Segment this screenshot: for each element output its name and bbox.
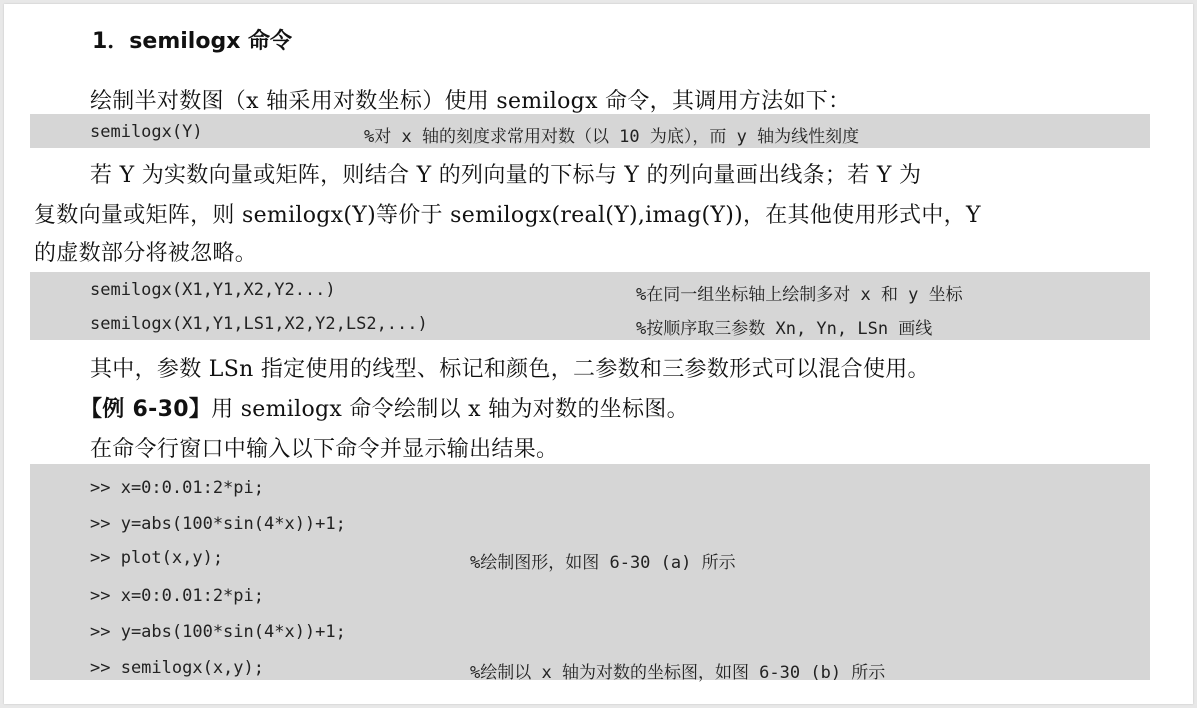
example-tag: 【例 6-30】 bbox=[80, 397, 212, 422]
paragraph-line: 其中，参数 LSn 指定使用的线型、标记和颜色，二参数和三参数形式可以混合使用。 bbox=[90, 357, 930, 382]
command-line: >> plot(x,y); bbox=[90, 548, 224, 568]
command-line: >> y=abs(100*sin(4*x))+1; bbox=[90, 622, 346, 642]
intro-paragraph: 绘制半对数图（x 轴采用对数坐标）使用 semilogx 命令，其调用方法如下： bbox=[90, 89, 851, 114]
example-text: 用 semilogx 命令绘制以 x 轴为对数的坐标图。 bbox=[211, 397, 689, 422]
syntax-comment: %按顺序取三参数 Xn, Yn, LSn 画线 bbox=[636, 319, 933, 339]
command-line: >> x=0:0.01:2*pi; bbox=[90, 586, 264, 606]
section-heading: 1．semilogx 命令 bbox=[92, 29, 293, 54]
command-line: >> semilogx(x,y); bbox=[90, 658, 264, 678]
paragraph-line: 在命令行窗口中输入以下命令并显示输出结果。 bbox=[90, 437, 559, 462]
paragraph-line: 若 Y 为实数向量或矩阵，则结合 Y 的列向量的下标与 Y 的列向量画出线条；若 Y 为 bbox=[90, 163, 922, 188]
syntax-code: semilogx(Y) bbox=[90, 122, 203, 142]
document-page bbox=[4, 4, 1193, 704]
command-comment: %绘制图形，如图 6-30 (a) 所示 bbox=[470, 553, 736, 573]
syntax-code: semilogx(X1,Y1,LS1,X2,Y2,LS2,...) bbox=[90, 314, 428, 334]
paragraph-line: 复数向量或矩阵，则 semilogx(Y)等价于 semilogx(real(Y),imag(Y))，在其他使用形式中，Y bbox=[34, 203, 981, 228]
paragraph-line: 的虚数部分将被忽略。 bbox=[34, 241, 258, 266]
command-comment: %绘制以 x 轴为对数的坐标图，如图 6-30 (b) 所示 bbox=[470, 663, 886, 683]
command-line: >> x=0:0.01:2*pi; bbox=[90, 478, 264, 498]
syntax-code: semilogx(X1,Y1,X2,Y2...) bbox=[90, 280, 336, 300]
command-line: >> y=abs(100*sin(4*x))+1; bbox=[90, 514, 346, 534]
example-line bbox=[80, 392, 689, 423]
syntax-comment: %在同一组坐标轴上绘制多对 x 和 y 坐标 bbox=[636, 285, 963, 305]
syntax-comment: %对 x 轴的刻度求常用对数（以 10 为底），而 y 轴为线性刻度 bbox=[364, 127, 860, 147]
